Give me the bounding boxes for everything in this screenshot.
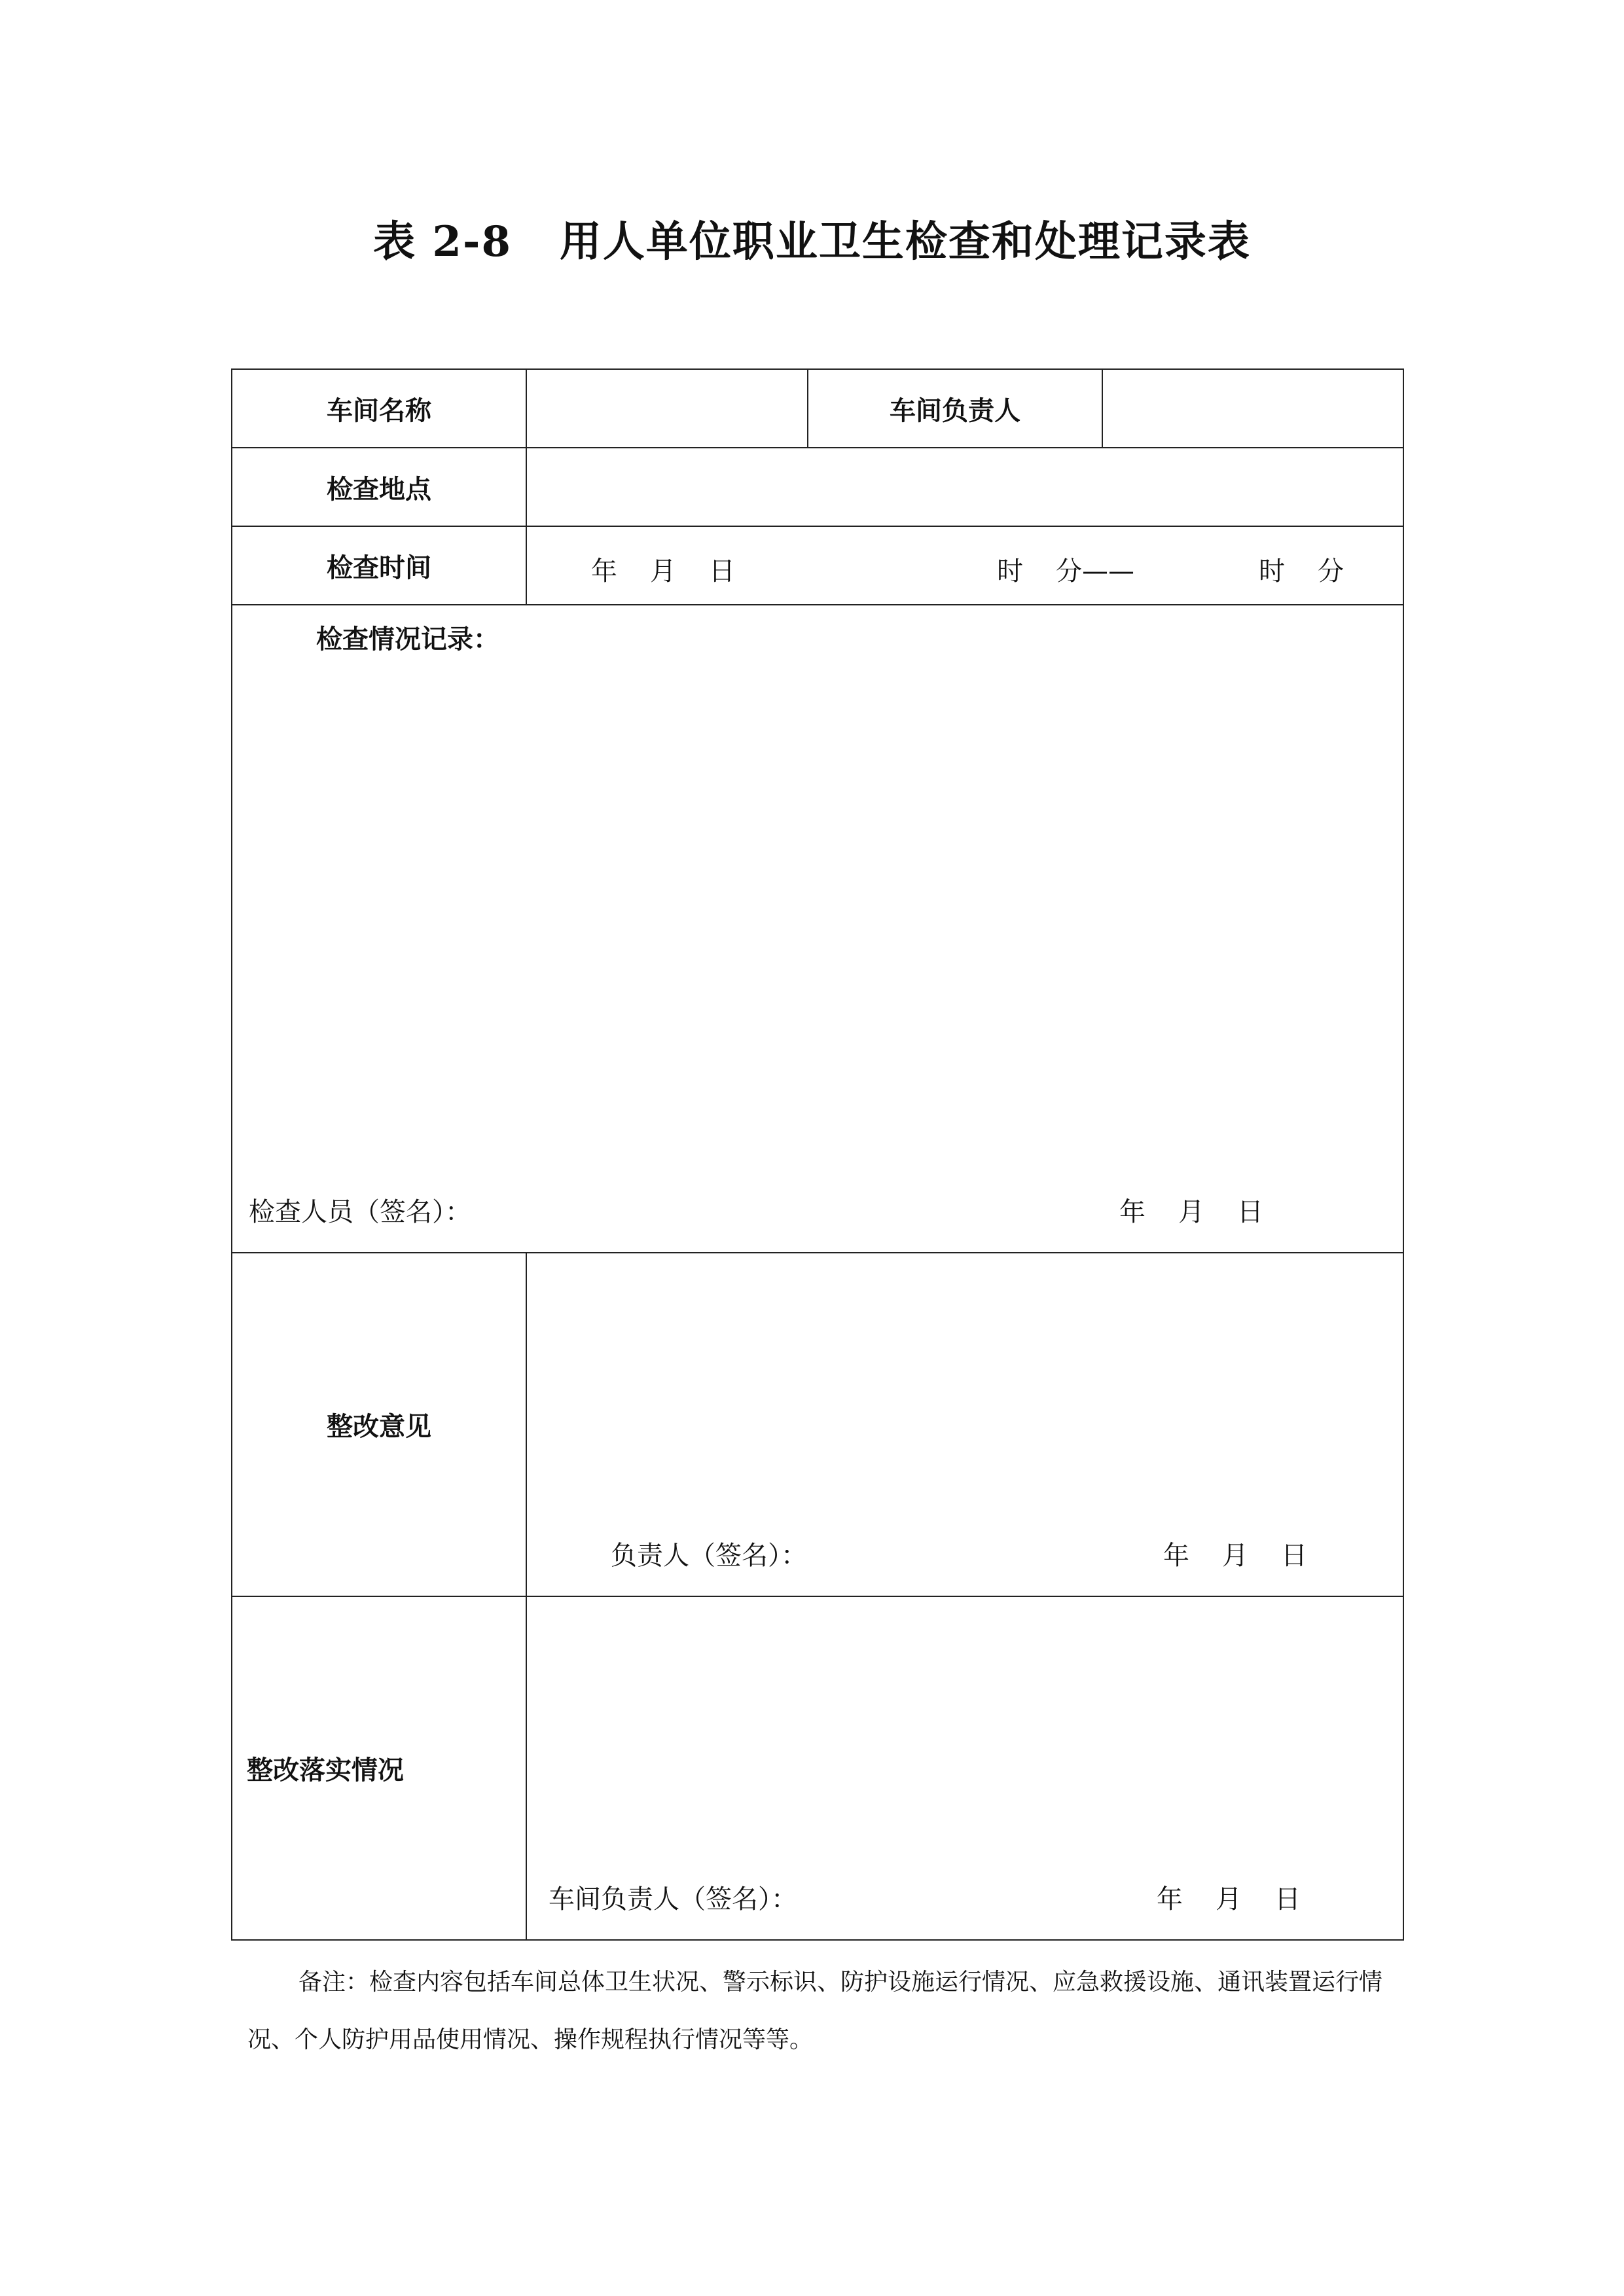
implement-day: 日 [1274,1884,1301,1914]
rectify-opinion-label: 整改意见 [232,1253,526,1596]
time-hour-start: 时 [997,556,1023,586]
inspector-month: 月 [1178,1197,1204,1227]
rectify-sign-label: 负责人（签名）： [611,1541,807,1571]
time-label: 检查时间 [232,526,526,605]
location-label: 检查地点 [232,448,526,526]
inspector-sign-label: 检查人员（签名）： [249,1197,471,1227]
time-hour-end: 时 [1259,556,1285,586]
time-field[interactable] [526,526,1403,605]
rectify-opinion-field[interactable] [526,1253,1403,1596]
time-day: 日 [709,556,735,586]
implementation-field[interactable] [526,1596,1403,1940]
time-month: 月 [650,556,676,586]
time-minute-end: 分 [1318,556,1344,586]
row-location [232,448,1403,526]
implement-year: 年 [1157,1884,1183,1914]
workshop-name-label: 车间名称 [232,369,526,448]
row-implementation [232,1596,1403,1940]
implementation-label: 整改落实情况 [232,1596,526,1940]
rectify-day: 日 [1281,1541,1307,1571]
footnote: 备注：检查内容包括车间总体卫生状况、警示标识、防护设施运行情况、应急救援设施、通讯装置运行情况、个人防护用品使用情况、操作规程执行情况等等。 [247,1969,1383,2053]
row-rectify-opinion [232,1253,1403,1596]
page-title: 表 2-8 用人单位职业卫生检查和处理记录表 [373,217,1251,266]
record-label: 检查情况记录： [316,624,499,655]
inspector-year: 年 [1119,1197,1146,1227]
rectify-year: 年 [1163,1541,1189,1571]
time-year: 年 [591,556,617,586]
implement-month: 月 [1216,1884,1242,1914]
time-minute-start: 分—— [1056,556,1134,586]
inspection-record-table [231,368,1404,1941]
row-time [232,526,1403,605]
workshop-head-label: 车间负责人 [808,369,1102,448]
row-record [232,605,1403,1253]
implement-sign-label: 车间负责人（签名）： [549,1884,797,1914]
rectify-month: 月 [1222,1541,1248,1571]
workshop-name-field[interactable] [526,369,808,448]
location-field[interactable] [526,448,1403,526]
record-field[interactable] [232,605,1403,1253]
row-workshop [232,369,1403,448]
inspector-day: 日 [1237,1197,1263,1227]
workshop-head-field[interactable] [1102,369,1403,448]
